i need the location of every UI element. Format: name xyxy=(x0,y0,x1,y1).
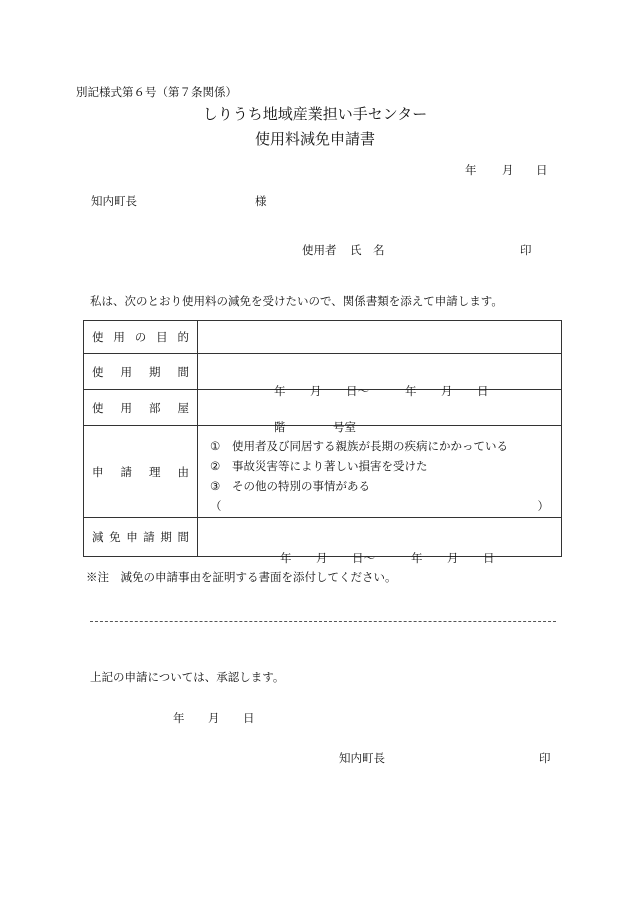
period-month-1: 月 xyxy=(310,383,322,398)
exemption-value-cell[interactable] xyxy=(198,518,562,565)
reason-text-1: 使用者及び同居する親族が長期の疾病にかかっている xyxy=(232,439,508,453)
paren-close: ） xyxy=(537,499,549,513)
paren-open: （ xyxy=(210,499,222,513)
reason-mark-1: ① xyxy=(210,439,221,453)
document-subtitle: 使用料減免申請書 xyxy=(254,130,375,148)
date-day: 日 xyxy=(536,163,548,177)
exemption-month-2: 月 xyxy=(447,551,459,565)
application-table xyxy=(83,320,562,565)
exemption-label: 減免申請期間 xyxy=(92,530,189,544)
reason-text-3: その他の特別の事情がある xyxy=(232,479,370,493)
other-reason-field[interactable] xyxy=(210,496,561,516)
note-text: ※注 減免の申請事由を証明する書面を添付してください。 xyxy=(86,570,397,584)
reason-mark-3: ③ xyxy=(210,479,221,493)
period-month-2: 月 xyxy=(441,383,453,398)
period-year-2: 年 xyxy=(405,383,417,398)
reason-value-cell xyxy=(198,426,562,518)
purpose-label: 使用の目的 xyxy=(92,330,189,344)
reason-mark-2: ② xyxy=(210,459,221,473)
reason-label: 申請理由 xyxy=(92,464,189,479)
date-month: 月 xyxy=(502,163,514,177)
room-number: 号室 xyxy=(333,419,356,434)
period-day-2: 日 xyxy=(477,383,489,398)
date-year: 年 xyxy=(465,163,477,177)
form-reference: 別記様式第６号（第７条関係） xyxy=(76,85,237,99)
reason-text-2: 事故災害等により著しい損害を受けた xyxy=(232,459,428,473)
room-floor: 階 xyxy=(274,419,286,434)
applicant-label: 使用者 xyxy=(302,243,337,257)
room-value-cell[interactable] xyxy=(198,390,562,434)
reason-row xyxy=(84,426,562,518)
period-row xyxy=(84,354,562,390)
addressee-honorific: 様 xyxy=(255,194,267,208)
period-day-1: 日～ xyxy=(346,383,369,398)
reason-list xyxy=(198,427,561,516)
reason-option-1[interactable] xyxy=(210,436,561,456)
approval-signer: 知内町長 xyxy=(339,751,385,765)
room-label: 使用部屋 xyxy=(92,400,189,415)
period-year-1: 年 xyxy=(274,383,286,398)
exemption-day-2: 日 xyxy=(483,551,495,565)
intro-text: 私は、次のとおり使用料の減免を受けたいので、関係書類を添えて申請します。 xyxy=(90,294,503,308)
exemption-row xyxy=(84,518,562,557)
approval-date-month: 月 xyxy=(208,711,220,725)
cut-line-divider xyxy=(90,621,556,622)
room-row xyxy=(84,390,562,426)
approval-seal: 印 xyxy=(539,751,551,765)
exemption-year-2: 年 xyxy=(411,551,423,565)
reason-option-3[interactable] xyxy=(210,476,561,496)
purpose-value-cell[interactable] xyxy=(198,321,562,354)
approval-text: 上記の申請については、承認します。 xyxy=(90,670,285,684)
addressee-name: 知内町長 xyxy=(91,194,137,208)
approval-date-year: 年 xyxy=(173,711,185,725)
reason-option-2[interactable] xyxy=(210,456,561,476)
exemption-month-1: 月 xyxy=(316,551,328,565)
document-title: しりうち地域産業担い手センター xyxy=(202,105,428,123)
applicant-name-label: 氏 名 xyxy=(350,243,385,257)
exemption-year-1: 年 xyxy=(280,551,292,565)
period-value-cell[interactable] xyxy=(198,354,562,398)
purpose-row xyxy=(84,321,562,354)
period-label: 使用期間 xyxy=(92,364,189,379)
approval-date-day: 日 xyxy=(243,711,255,725)
exemption-day-1: 日～ xyxy=(352,551,375,565)
applicant-seal: 印 xyxy=(520,243,532,257)
